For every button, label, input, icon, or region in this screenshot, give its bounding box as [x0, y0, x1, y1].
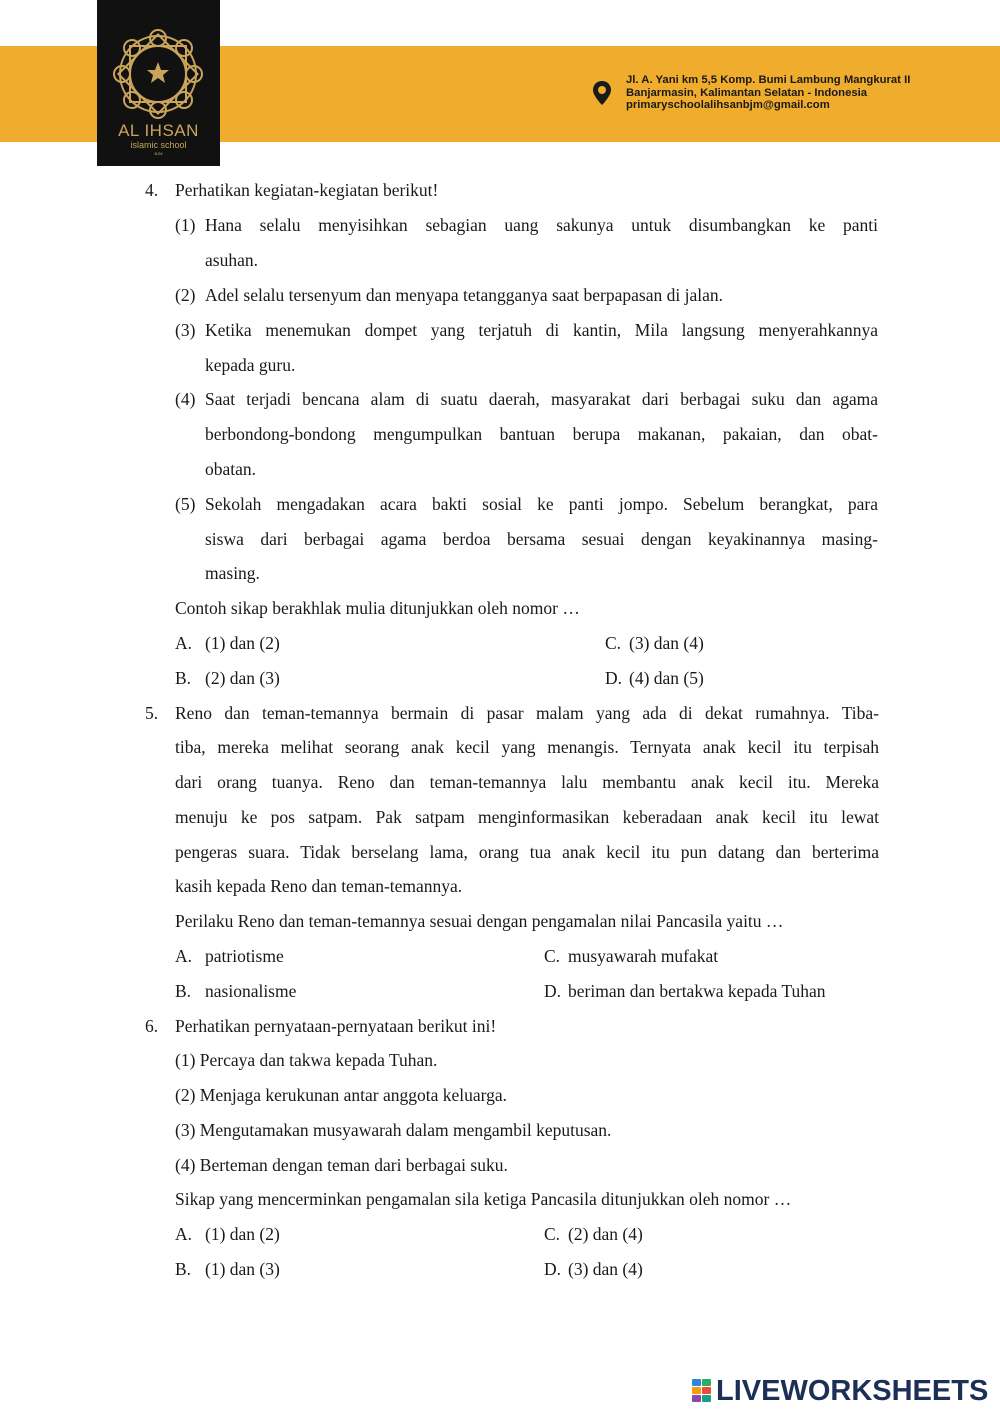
brand-name: LIVEWORKSHEETS — [716, 1374, 989, 1407]
item-text: Sekolah mengadakan acara bakti sosial ke panti jompo. Sebelum berangkat, para — [205, 494, 878, 514]
item-text: berbondong-bondong mengumpulkan bantuan berupa makanan, pakaian, dan obat- — [205, 424, 878, 444]
item-label: (1) — [175, 215, 196, 235]
option-b[interactable]: (1) dan (3) — [205, 1259, 280, 1279]
question-number: 4. — [145, 180, 159, 200]
option-c[interactable]: (3) dan (4) — [629, 633, 704, 653]
item-text: kepada guru. — [205, 355, 296, 375]
option-b[interactable]: (2) dan (3) — [205, 668, 280, 688]
option-a[interactable]: (1) dan (2) — [205, 633, 280, 653]
option-d[interactable]: (3) dan (4) — [568, 1259, 643, 1279]
logo-emblem-icon — [106, 28, 211, 120]
question-text: Sikap yang mencerminkan pengamalan sila ketiga Pancasila ditunjukkan oleh nomor … — [175, 1189, 792, 1209]
item-label: (4) — [175, 389, 196, 409]
item-text: Hana selalu menyisihkan sebagian uang sakunya untuk disumbangkan ke panti — [205, 215, 878, 235]
question-prompt: Perhatikan pernyataan-pernyataan berikut ini! — [175, 1016, 497, 1036]
address-line: Jl. A. Yani km 5,5 Komp. Bumi Lambung Mangkurat II — [626, 74, 911, 86]
item-text: siswa dari berbagai agama berdoa bersama sesuai dengan keyakinannya masing- — [205, 529, 878, 549]
option-letter: B. — [175, 981, 192, 1001]
option-letter: B. — [175, 668, 192, 688]
question-paragraph-line: pengeras suara. Tidak berselang lama, orang tua anak kecil itu pun datang dan berterima — [175, 842, 879, 862]
option-letter: A. — [175, 1224, 193, 1244]
option-letter: D. — [544, 1259, 562, 1279]
option-letter: D. — [605, 668, 623, 688]
logo-name: AL IHSAN — [118, 121, 199, 140]
option-c[interactable]: (2) dan (4) — [568, 1224, 643, 1244]
question-paragraph-line: menuju ke pos satpam. Pak satpam menginformasikan keberadaan anak kecil itu lewat — [175, 807, 879, 827]
option-d[interactable]: (4) dan (5) — [629, 668, 704, 688]
option-letter: C. — [544, 1224, 561, 1244]
item-text: asuhan. — [205, 250, 258, 270]
option-letter: D. — [544, 981, 562, 1001]
statement-item: (1) Percaya dan takwa kepada Tuhan. — [175, 1050, 438, 1070]
option-letter: A. — [175, 946, 193, 966]
liveworksheets-brand[interactable] — [692, 1374, 988, 1408]
option-letter: C. — [544, 946, 561, 966]
question-text: Perilaku Reno dan teman-temannya sesuai dengan pengamalan nilai Pancasila yaitu … — [175, 911, 784, 931]
logo-subtitle: islamic school — [130, 140, 187, 150]
option-d[interactable]: beriman dan bertakwa kepada Tuhan — [568, 981, 826, 1001]
statement-item: (2) Menjaga kerukunan antar anggota keluarga. — [175, 1085, 508, 1105]
question-paragraph-line: tiba, mereka melihat seorang anak kecil yang menangis. Ternyata anak kecil itu terpisah — [175, 737, 879, 757]
question-paragraph-line: dari orang tuanya. Reno dan teman-temannya lalu membantu anak kecil itu. Mereka — [175, 772, 879, 792]
item-label: (2) — [175, 285, 196, 305]
option-a[interactable]: patriotisme — [205, 946, 284, 966]
item-text: Saat terjadi bencana alam di suatu daerah, masyarakat dari berbagai suku dan agama — [205, 389, 878, 409]
question-number: 6. — [145, 1016, 159, 1036]
question-prompt: Perhatikan kegiatan-kegiatan berikut! — [175, 180, 439, 200]
statement-item: (3) Mengutamakan musyawarah dalam mengambil keputusan. — [175, 1120, 612, 1140]
option-letter: C. — [605, 633, 622, 653]
school-address — [626, 74, 910, 112]
email-line: primaryschoolalihsanbjm@gmail.com — [626, 99, 830, 111]
question-paragraph-line: Reno dan teman-temannya bermain di pasar malam yang ada di dekat rumahnya. Tiba- — [175, 703, 879, 723]
item-text: Ketika menemukan dompet yang terjatuh di kantin, Mila langsung menyerahkannya — [205, 320, 878, 340]
question-paragraph-line: kasih kepada Reno dan teman-temannya. — [175, 876, 463, 896]
option-c[interactable]: musyawarah mufakat — [568, 946, 719, 966]
logo-city: BJM — [154, 151, 163, 156]
item-text: obatan. — [205, 459, 257, 479]
item-text: masing. — [205, 563, 260, 583]
option-letter: B. — [175, 1259, 192, 1279]
address-line: Banjarmasin, Kalimantan Selatan - Indonesia — [626, 86, 868, 99]
item-label: (3) — [175, 320, 196, 340]
liveworksheets-logo-icon — [692, 1379, 712, 1403]
option-letter: A. — [175, 633, 193, 653]
location-pin-icon — [592, 80, 612, 106]
option-a[interactable]: (1) dan (2) — [205, 1224, 280, 1244]
school-logo — [97, 0, 220, 166]
item-label: (5) — [175, 494, 196, 514]
statement-item: (4) Berteman dengan teman dari berbagai suku. — [175, 1155, 508, 1175]
question-text: Contoh sikap berakhlak mulia ditunjukkan oleh nomor … — [175, 598, 580, 618]
question-number: 5. — [145, 703, 159, 723]
item-text: Adel selalu tersenyum dan menyapa tetangganya saat berpapasan di jalan. — [205, 285, 723, 305]
option-b[interactable]: nasionalisme — [205, 981, 297, 1001]
